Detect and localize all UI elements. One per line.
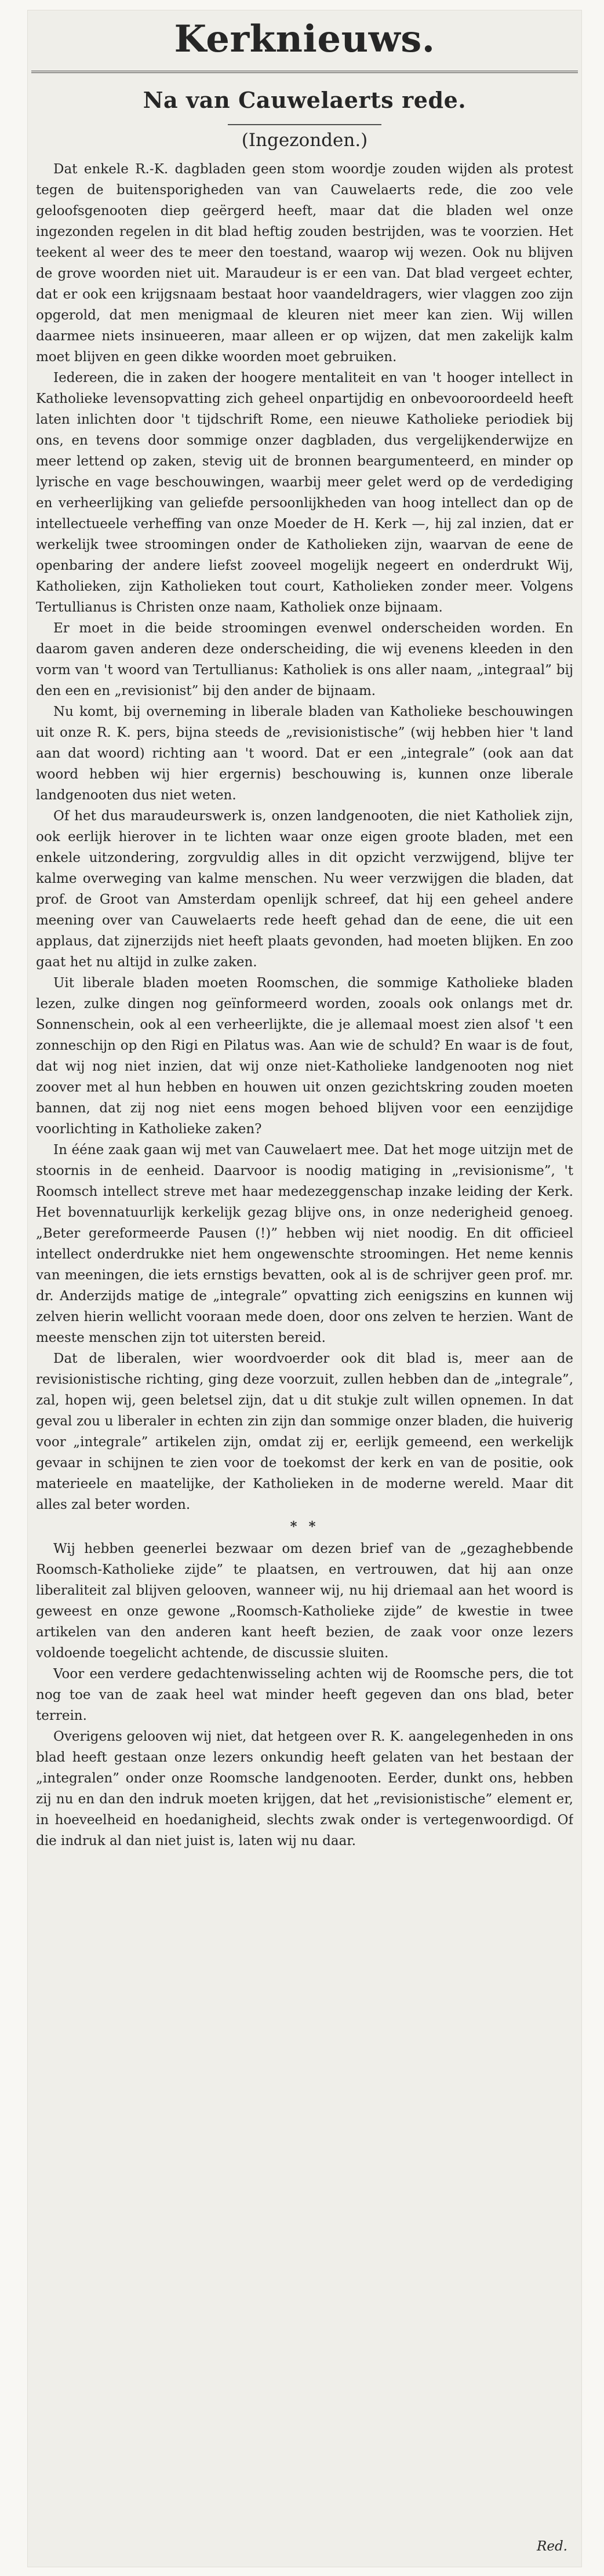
paragraph-3: Er moet in die beide stroomingen evenwel onderscheiden worden. En daarom gaven anderen deze onderscheiding, die wij evenens kleeden in den vorm van 't woord van Tertullianus: Katholiek is ons aller naam, „integraal” bij den een en „revisionist” bij den ander de bijnaam. — [36, 621, 573, 698]
headline-rule — [228, 124, 381, 125]
paragraph-1: Dat enkele R.-K. dagbladen geen stom woordje zouden wijden als protest tegen de buitensporigheden van van Cauwelaerts rede, die zoo vele geloofsgenooten diep geërgerd heeft, maar dat die bladen wel onze ingezonden regelen in dit blad heftig zouden bestrijden, was te voorzien. Het teekent al weer des te meer den toestand, waarop wij wezen. Ook nu blijven de grove woorden niet uit. Maraudeur is er een van. Dat blad vergeet echter, dat er ook een krijgsnaam bestaat hoor vaandeldragers, wier vlaggen zoo zijn opgerold, dat men menigmaal de kleuren niet meer kan zien. Wij willen daarmee niets insinueeren, maar alleen er op wijzen, dat men zakelijk kalm moet blijven en geen dikke woorden moet gebruiken. — [36, 162, 573, 365]
paragraph-7: In ééne zaak gaan wij met van Cauwelaert mee. Dat het moge uitzijn met de stoornis in de eenheid. Daarvoor is noodig matiging in „revisionisme”, 't Roomsch intellect streve met haar medezeggenschap inzake leiding der Kerk. Het bovennatuurlijk kerkelijk gezag blijve ons, in onze nederigheid genoeg. „Beter gereformeerde Pausen (!)” hebben wij niet noodig. En dit officieel intellect onderdrukke niet hem ongewenschte stroomingen. Het neme kennis van meeningen, die iets ernstigs bevatten, ook al is de schrijver geen prof. mr. dr. Anderzijds matige de „integrale” opvatting zich eenigszins en kunnen wij zelven hierin wellicht vooraan mede doen, door ons zelven te herzien. Want de meeste menschen zijn tot uitersten bereid. — [36, 1143, 573, 1345]
section-title: Kerknieuws. — [174, 17, 435, 61]
paragraph-10: Voor een verdere gedachtenwisseling achten wij de Roomsche pers, die tot nog toe van de zaak heel wat minder heeft gegeven dan ons blad, beter terrein. — [36, 1667, 573, 1723]
paragraph-2: Iedereen, die in zaken der hoogere mentaliteit en van 't hooger intellect in Katholieke levensopvatting zich geheel onpartijdig en onbevooroordeeld heeft laten inlichten door 't tijdschrift Rome, een nieuwe Katholieke periodiek bij ons, en tevens door sommige onzer dagbladen, dus vergelijkenderwijze en meer lettend op zaken, stevig uit de bronnen beargumenteerd, en minder op lyrische en vage beschouwingen, waarbij meer gelet werd op de verdediging en verheerlijking van geliefde persoonlijkheden van hoog intellect dan op de intellectueele verheffing van onze Moeder de H. Kerk —, hij zal inzien, dat er werkelijk twee stroomingen onder de Katholieken zijn, waarvan de eene de openbaring der andere liefst zooveel mogelijk negeert en onderdrukt Wij, Katholieken, zijn Katholieken tout court, Katholieken zonder meer. Volgens Tertullianus is Christen onze naam, Katholiek onze bijnaam. — [36, 370, 573, 615]
paragraph-4: Nu komt, bij overneming in liberale bladen van Katholieke beschouwingen uit onze R. K. pers, bijna steeds de „revisionistische” (wij hebben hier 't land aan dat woord) richting aan 't woord. Dat er een „integrale” (ook aan dat woord hebben wij hier ergernis) beschouwing is, kunnen onze liberale landgenooten dus niet weten. — [36, 704, 573, 803]
section-separator: * * — [290, 1519, 319, 1534]
editor-signature: Red. — [537, 2539, 567, 2554]
newspaper-clipping — [28, 10, 581, 2567]
article-body — [36, 159, 573, 2524]
paragraph-6: Uit liberale bladen moeten Roomschen, die sommige Katholieke bladen lezen, zulke dingen nog geïnformeerd worden, zooals ook onlangs met dr. Sonnenschein, ook al een verheerlijkte, die je allemaal moest zien alsof 't een zonneschijn op den Rigi en Pilatus was. Aan wie de schuld? En waar is de fout, dat wij nog niet inzien, dat wij onze niet-Katholieke landgenooten nog niet zoover met al hun hebben en houwen uit onzen gezichtskring zouden moeten bannen, dat zij nog niet eens mogen behoed blijven voor een eenzijdige voorlichting in Katholieke zaken? — [36, 976, 573, 1137]
article-byline: (Ingezonden.) — [241, 130, 368, 151]
article-headline: Na van Cauwelaerts rede. — [143, 87, 467, 113]
paragraph-5: Of het dus maraudeurswerk is, onzen landgenooten, die niet Katholiek zijn, ook eerlijk hierover in te lichten waar onze eigen groote bladen, met een enkele uitzondering, zorgvuldig alles in dit opzicht verzwijgend, blijve ter kalme overweging van kalme menschen. Nu weer verzwijgen die bladen, dat prof. de Groot van Amsterdam openlijk schreef, dat hij een geheel andere meening over van Cauwelaerts rede heeft gehad dan de eene, die uit een applaus, dat zijnerzijds niet heeft plaats gevonden, had moeten blijken. En zoo gaat het nu altijd in zulke zaken. — [36, 809, 573, 970]
paragraph-8: Dat de liberalen, wier woordvoerder ook dit blad is, meer aan de revisionistische richting, ging deze voorzuit, zullen hebben dan de „integrale”, zal, hopen wij, geen beletsel zijn, dat u dit stukje zult willen opnemen. In dat geval zou u liberaler in echten zin zijn dan sommige onzer bladen, die huiverig voor „integrale” artikelen zijn, omdat zij er, eerlijk gemeend, een werkelijk gevaar in schijnen te zien voor de toekomst der kerk en van de positie, ook materieele en maatelijke, der Katholieken in de moderne wereld. Maar dit alles zal beter worden. — [36, 1351, 573, 1512]
header-rule — [31, 71, 578, 73]
paragraph-9: Wij hebben geenerlei bezwaar om dezen brief van de „gezaghebbende Roomsch-Katholieke zijde” te plaatsen, en vertrouwen, dat hij aan onze liberaliteit zal blijven gelooven, wanneer wij, nu hij driemaal aan het woord is geweest en onze gewone „Roomsch-Katholieke zijde” de kwestie in twee artikelen van den anderen kant heeft bezien, de zaak voor onze lezers voldoende toegelicht achtende, de discussie sluiten. — [36, 1541, 573, 1661]
paragraph-11: Overigens gelooven wij niet, dat hetgeen over R. K. aangelegenheden in ons blad heeft gestaan onze lezers onkundig heeft gelaten van het bestaan der „integralen” onder onze Roomsche landgenooten. Eerder, dunkt ons, hebben zij nu en dan den indruk moeten krijgen, dat het „revisionistische” element er, in hoeveelheid en hoedanigheid, slechts zwak onder is vertegenwoordigd. Of die indruk al dan niet juist is, laten wij nu daar. — [36, 1729, 573, 1849]
